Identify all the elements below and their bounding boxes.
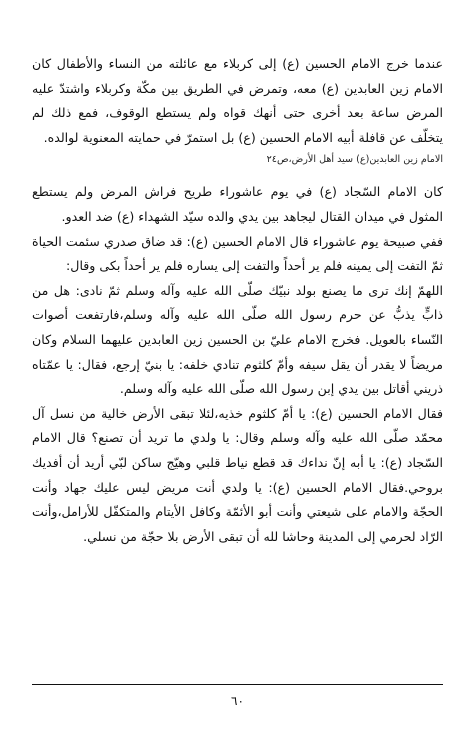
paragraph-ashura-morning: ففي صبيحة يوم عاشوراء قال الامام الحسين (ع): قد ضاق صدري سئمت الحياة ثمّ التفت إلى يمينه فلم ير أحداً والتفت إلى يساره فلم ير أحداً بكى وقال: (32, 233, 443, 274)
paragraph-supplication: اللهمّ إنك ترى ما يصنع بولد نبيّك صلّى الله عليه وآله وسلم ثمّ نادى: هل من ذابٍّ يذبُّ عن حرم رسول الله صلّى الله عليه وآله وسلم،فارتفعت أصوات النّساء بالعويل. فخرج الامام عليّ بن الحسين زين العابدين عليهما السلام وكان مريضاً لا يقدر أن يقل سيفه وأمّ كلثوم تنادي خلفه: يا بنيّ إرجع، فقال: يا عمّتاه ذريني أقاتل بين يدي إبن رسول الله صلّى الله عليه وآله وسلم. (32, 282, 443, 397)
paragraph-ashura-illness: كان الامام السّجاد (ع) في يوم عاشوراء طريح فراش المرض ولم يستطع المثول في ميدان القتال ليجاهد بين يدي والده سيّد الشهداء (ع) ضد العدو. (32, 184, 443, 224)
citation: الامام زين العابدين(ع) سيد أهل الأرض،ص٢٤ (266, 154, 443, 166)
paragraph-dialogue: فقال الامام الحسين (ع): يا أمّ كلثوم خذيه،لئلا تبقى الأرض خالية من نسل آل محمّد صلّى الله عليه وآله وسلم وقال: يا ولدي ما تريد أن تصنع؟ قال الامام السّجاد (ع): يا أبه إنّ نداءك قد قطع نياط قلبي وهيّج ساكن لبّي أريد أن أفديك بروحي.فقال الامام الحسين (ع): يا ولدي أنت مريض ليس عليك جهاد وأنت الحجّة والامام على شيعتي وأنت أبو الأئمّة وكافل الأيتام والمتكفّل للأرامل،وأنت الرّاد لحرمي إلى المدينة وحاشا لله أن تبقى الأرض بلا حجّة من نسلي. (32, 405, 443, 544)
footer-divider (32, 684, 443, 685)
paragraph-departure: عندما خرج الامام الحسين (ع) إلى كربلاء مع عائلته من النساء والأطفال كان الامام زين العابدين (ع) معه، وتمرض في الطريق بين مكّة وكربلاء واشتدّ عليه المرض ساعة بعد أخرى حتى أنهك قواه ولم يستطع الوقوف، فمع ذلك لم يتخلّف عن قافلة أبيه الامام الحسين (ع) بل استمرّ في حمايته المعنوية لوالده. (32, 56, 443, 145)
main-text-block (32, 180, 443, 549)
page-number: ٦٠ (231, 694, 244, 708)
